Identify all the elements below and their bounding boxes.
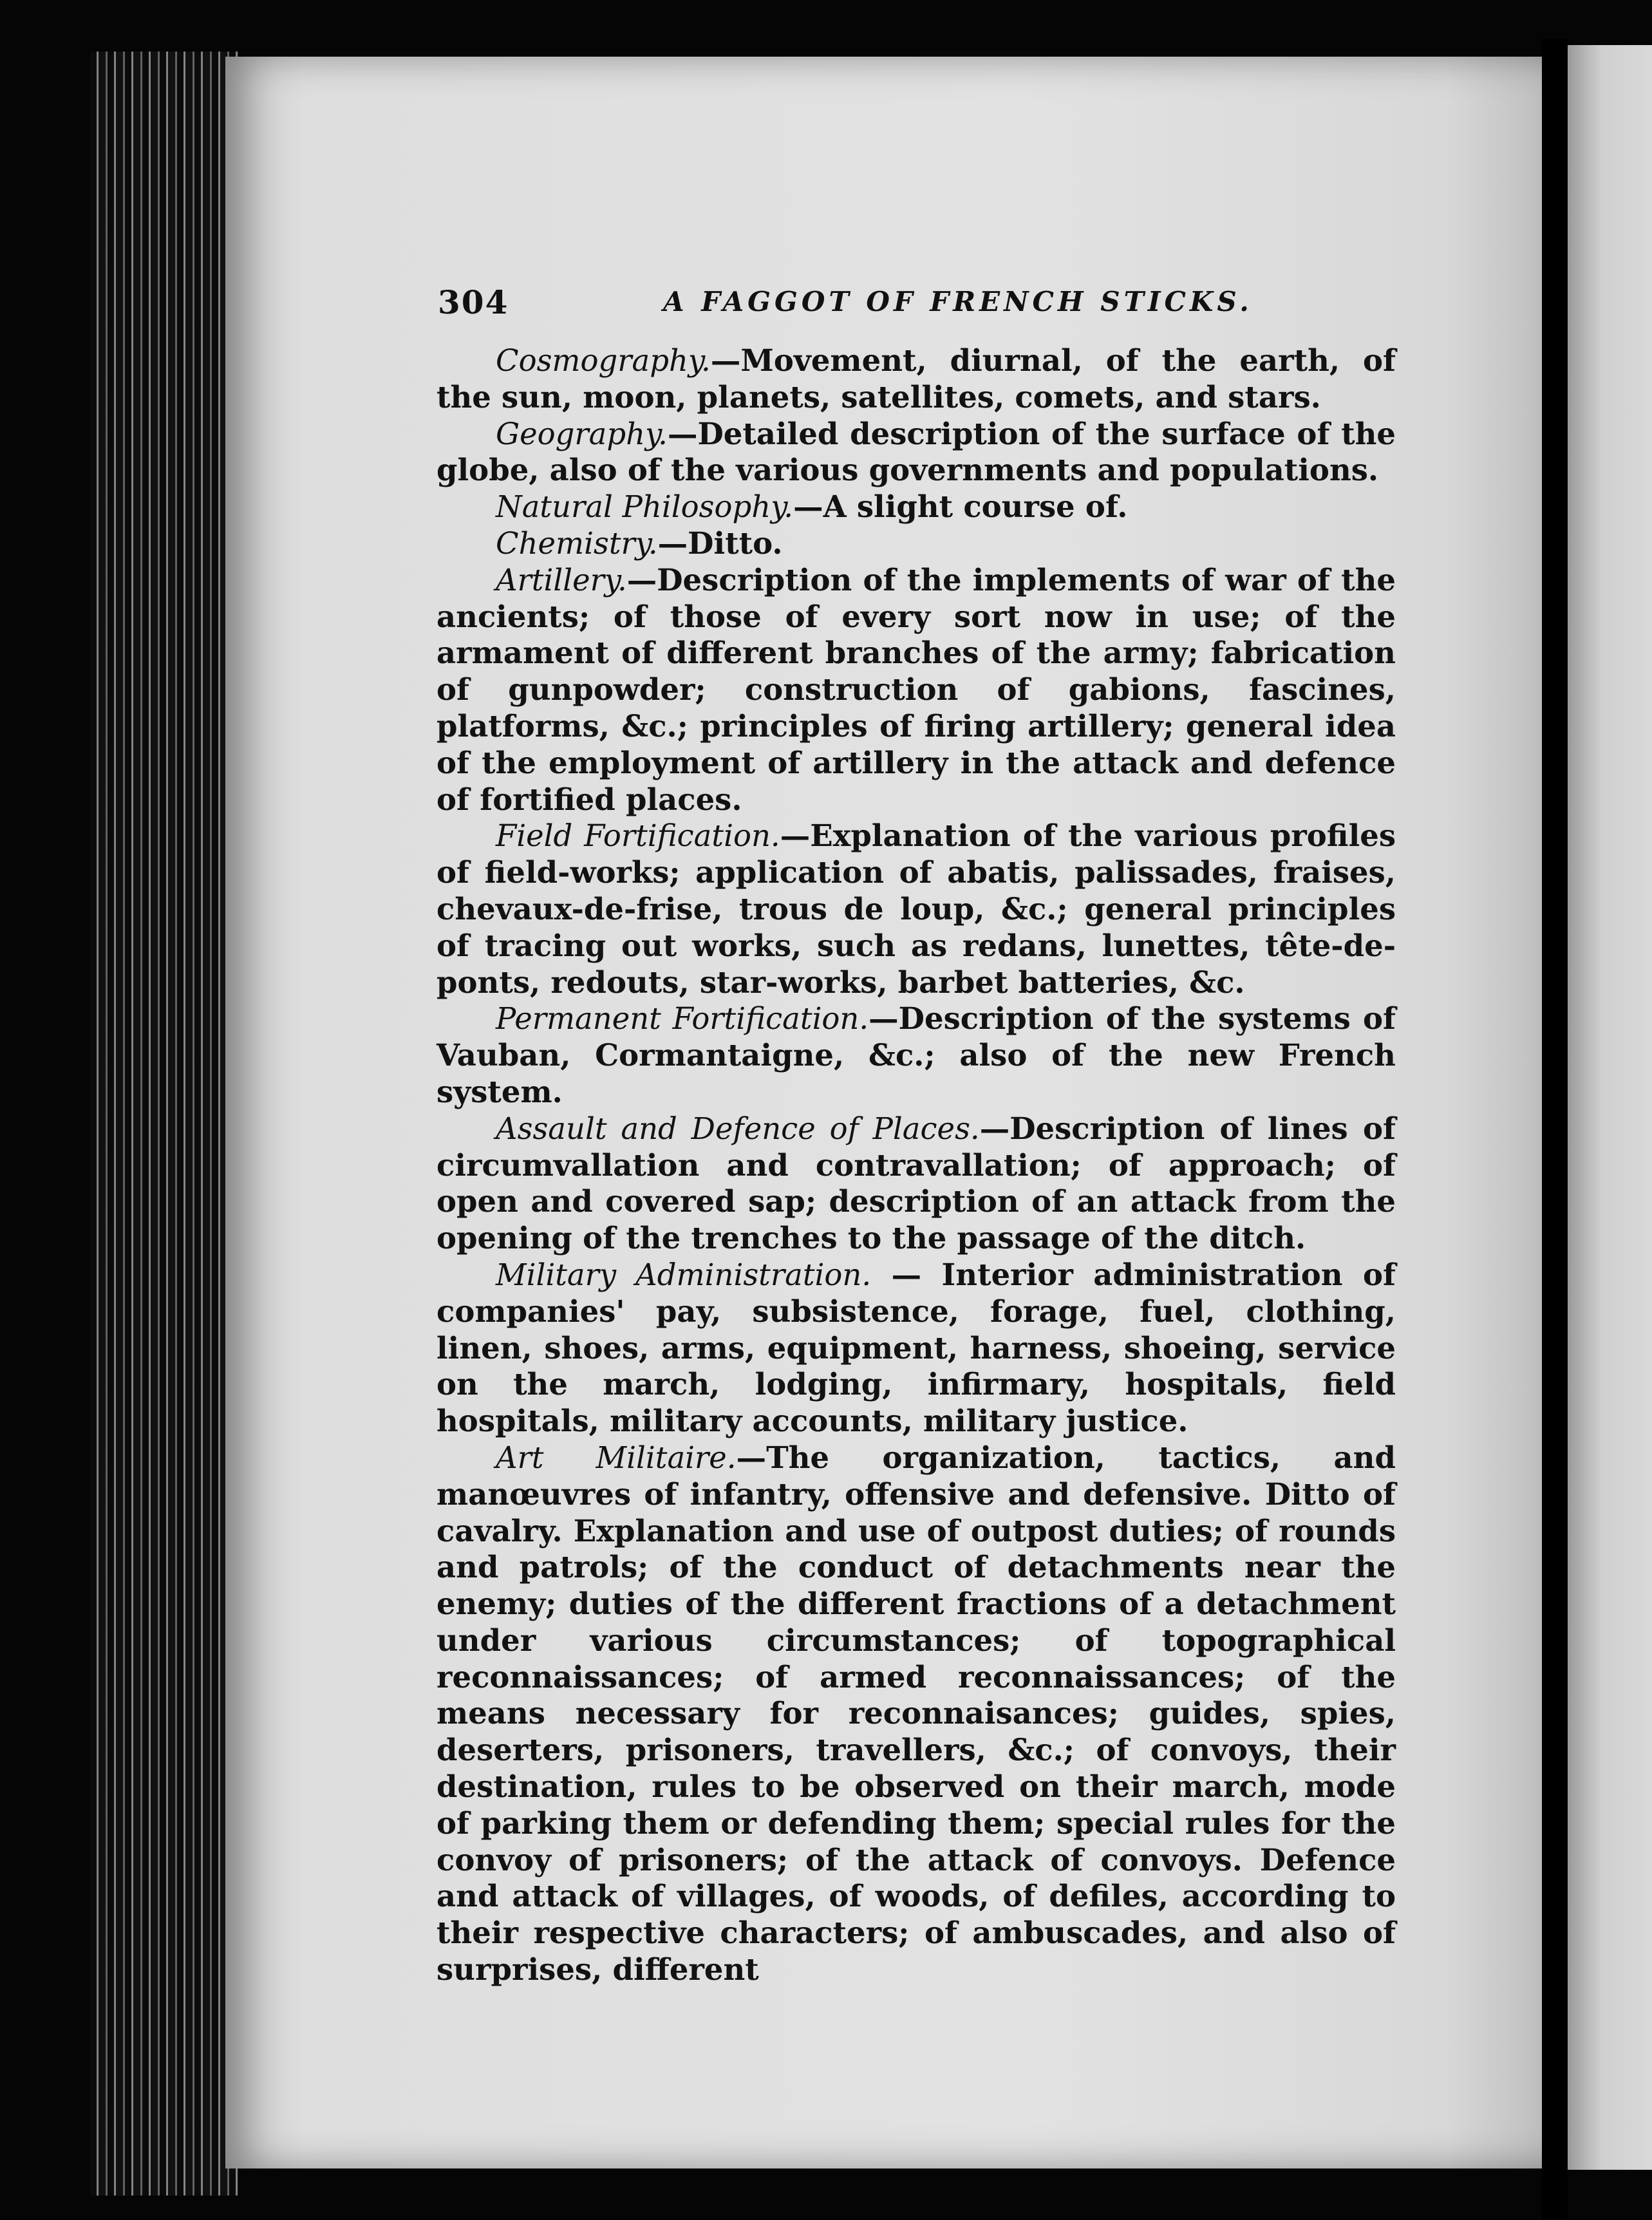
- paragraph-artillery: [436, 562, 1396, 818]
- entry-term: Field Fortification.: [496, 818, 780, 854]
- entry-text: —Ditto.: [657, 525, 783, 561]
- paragraph-chemistry: [436, 525, 1396, 562]
- entry-text: —Movement, diurnal, of the earth, of the sun, moon, planets, satellites, comets, and stars.: [436, 343, 1396, 415]
- paragraph-natural-philosophy: [436, 489, 1396, 525]
- entry-text: —Description of the systems of Vauban, Cormantaigne, &c.; also of the new French system.: [436, 1001, 1396, 1109]
- entry-text: —A slight course of.: [793, 489, 1128, 525]
- entry-term: Art Militaire.: [496, 1440, 737, 1475]
- entry-text: —Detailed description of the surface of the globe, also of the various governments and populations.: [436, 415, 1396, 488]
- entry-term: Natural Philosophy.: [496, 489, 794, 525]
- running-head: [438, 283, 1429, 322]
- entry-text: — Interior administration of companies' pay, subsistence, forage, fuel, clothing, linen, shoes, arms, equipment, harness, shoeing, service on the march, lodging, infirmary, hospitals, field hospitals, military accounts, military justice.: [436, 1256, 1396, 1439]
- running-title: A FAGGOT OF FRENCH STICKS.: [663, 286, 1253, 317]
- paragraph-permanent-fortification: [436, 1001, 1396, 1110]
- entry-text: —Explanation of the various profiles of field-works; application of abatis, palissades, fraises, chevaux-de-frise, trous de loup, &c.; general principles of tracing out works, such as redans, lunettes, tête-de-ponts, redouts, star-works, barbet batteries, &c.: [436, 818, 1396, 1000]
- paragraph-art-militaire: [436, 1440, 1396, 1988]
- paragraph-military-administration: [436, 1257, 1396, 1440]
- page-number: 304: [438, 283, 509, 321]
- paragraph-field-fortification: [436, 818, 1396, 1001]
- entry-text: —Description of lines of circumvallation and contravallation; of approach; of open and covered sap; description of an attack from the opening of the trenches to the passage of the ditch.: [436, 1110, 1396, 1256]
- binding-gutter: [1542, 39, 1568, 2220]
- facing-page-fragment: [1568, 45, 1652, 2170]
- entry-term: Cosmography.: [496, 343, 711, 378]
- entry-text: —The organization, tactics, and manœuvres of infantry, offensive and defensive. Ditto of cavalry. Explanation and use of outpost duties; of rounds and patrols; of the conduct of detachments near the enemy; duties of the different fractions of a detachment under various circumstances; of topographical reconnaissances; of armed reconnaissances; of the means necessary for reconnaisances; guides, spies, deserters, prisoners, travellers, &c.; of convoys, their destination, rules to be observed on their march, mode of parking them or defending them; special rules for the convoy of prisoners; of the attack of convoys. Defence and attack of villages, of woods, of defiles, according to their respective characters; of ambuscades, and also of surprises, different: [436, 1439, 1396, 1988]
- entry-term: Permanent Fortification.: [496, 1001, 869, 1037]
- body-text: [436, 343, 1396, 1988]
- paragraph-cosmography: [436, 343, 1396, 416]
- paragraph-geography: [436, 416, 1396, 489]
- entry-term: Artillery.: [496, 562, 627, 597]
- entry-text: —Description of the implements of war of the ancients; of those of every sort now in use; of the armament of different branches of the army; fabrication of gunpowder; construction of gabions, fascines, platforms, &c.; principles of firing artillery; general idea of the employment of artillery in the attack and defence of fortified places.: [436, 561, 1396, 817]
- entry-term: Military Administration.: [496, 1257, 872, 1292]
- book-page-edges: [90, 52, 238, 2196]
- entry-term: Geography.: [496, 416, 668, 451]
- paragraph-assault-defence: [436, 1111, 1396, 1257]
- entry-term: Assault and Defence of Places.: [496, 1111, 980, 1146]
- entry-term: Chemistry.: [496, 525, 658, 561]
